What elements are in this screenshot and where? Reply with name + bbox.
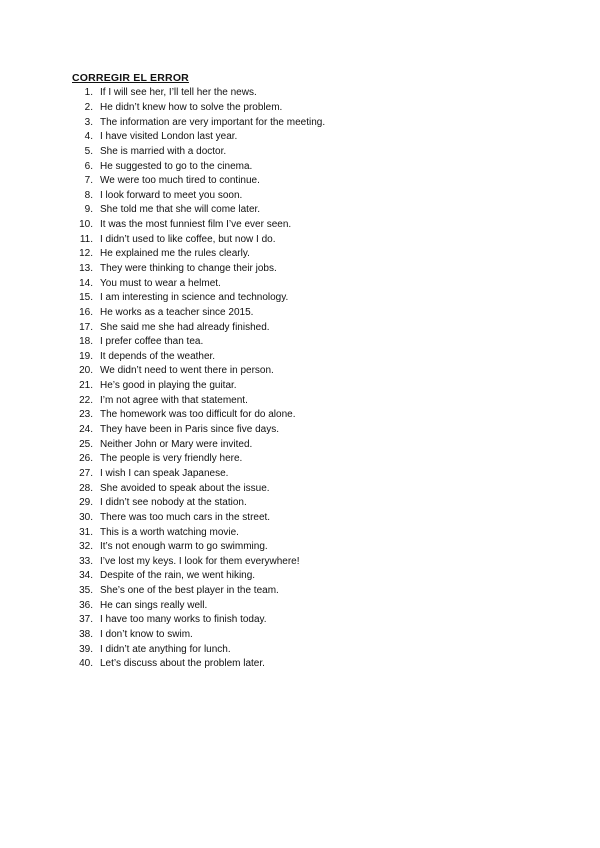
item-number: 32. (79, 541, 93, 553)
item-sentence: I didn’t see nobody at the station. (100, 497, 247, 509)
list-item (72, 335, 552, 350)
item-sentence: She is married with a doctor. (100, 145, 227, 157)
item-sentence: I have visited London last year. (100, 131, 238, 143)
item-sentence: We were too much tired to continue. (100, 175, 260, 187)
item-sentence: I have too many works to finish today. (100, 614, 267, 626)
item-sentence: She avoided to speak about the issue. (100, 482, 270, 494)
item-number: 14. (79, 277, 93, 289)
item-number: 29. (79, 497, 93, 509)
item-sentence: He’s good in playing the guitar. (100, 380, 237, 392)
item-number: 37. (79, 614, 93, 626)
list-item (72, 657, 552, 672)
list-item (72, 276, 552, 291)
list-item (72, 613, 552, 628)
list-item (72, 408, 552, 423)
list-item (72, 350, 552, 365)
list-item (72, 379, 552, 394)
list-item (72, 247, 552, 262)
list-item (72, 393, 552, 408)
item-sentence: He can sings really well. (100, 599, 208, 611)
item-sentence: He didn’t knew how to solve the problem. (100, 101, 283, 113)
list-item (72, 540, 552, 555)
list-item (72, 232, 552, 247)
item-number: 23. (79, 409, 93, 421)
item-sentence: We didn’t need to went there in person. (100, 365, 274, 377)
list-item (72, 511, 552, 526)
item-number: 17. (79, 321, 93, 333)
item-number: 16. (79, 306, 93, 318)
list-item (72, 437, 552, 452)
list-item (72, 306, 552, 321)
item-sentence: He suggested to go to the cinema. (100, 160, 253, 172)
item-number: 39. (79, 643, 93, 655)
item-sentence: It depends of the weather. (100, 350, 216, 362)
list-item (72, 555, 552, 570)
list-item (72, 569, 552, 584)
item-sentence: He works as a teacher since 2015. (100, 306, 254, 318)
list-item (72, 86, 552, 101)
item-number: 24. (79, 424, 93, 436)
item-sentence: Despite of the rain, we went hiking. (100, 570, 256, 582)
item-number: 13. (79, 263, 93, 274)
list-item (72, 598, 552, 613)
list-item (72, 291, 552, 306)
item-number: 28. (79, 482, 93, 494)
item-sentence: I’ve lost my keys. I look for them everywhere! (100, 555, 300, 567)
item-sentence: He explained me the rules clearly. (100, 248, 250, 260)
item-sentence: It was the most funniest film I’ve ever seen. (100, 219, 292, 231)
item-sentence: Let’s discuss about the problem later. (100, 658, 265, 670)
item-sentence: She told me that she will come later. (100, 204, 261, 216)
list-item (72, 218, 552, 233)
item-number: 40. (79, 658, 93, 670)
list-item (72, 188, 552, 203)
item-number: 7. (84, 175, 93, 187)
item-number: 8. (84, 189, 93, 201)
list-item (72, 145, 552, 160)
list-item (72, 525, 552, 540)
list-item (72, 262, 552, 277)
item-number: 3. (84, 116, 93, 128)
item-number: 33. (79, 555, 93, 567)
list-item (72, 364, 552, 379)
item-sentence: I’m not agree with that statement. (100, 394, 248, 406)
item-number: 27. (79, 467, 93, 479)
item-number: 19. (79, 350, 93, 362)
list-item (72, 115, 552, 130)
item-sentence: I prefer coffee than tea. (100, 336, 204, 348)
item-number: 15. (79, 292, 93, 304)
item-number: 6. (84, 160, 93, 172)
item-number: 31. (79, 526, 93, 538)
list-item (72, 203, 552, 218)
item-number: 36. (79, 599, 93, 611)
item-number: 18. (79, 336, 93, 348)
item-sentence: They have been in Paris since five days. (100, 424, 279, 436)
exercise-list (72, 86, 552, 672)
item-sentence: You must to wear a helmet. (100, 277, 221, 289)
item-number: 2. (84, 101, 93, 113)
item-sentence: I don’t know to swim. (100, 629, 193, 641)
list-item (72, 130, 552, 145)
item-number: 30. (79, 511, 93, 523)
list-item (72, 467, 552, 482)
item-number: 34. (79, 570, 93, 582)
item-sentence: There was too much cars in the street. (100, 511, 271, 523)
list-item (72, 320, 552, 335)
list-item (72, 101, 552, 116)
list-item (72, 642, 552, 657)
list-item (72, 174, 552, 189)
page-title: CORREGIR EL ERROR (72, 72, 189, 84)
item-sentence: I wish I can speak Japanese. (100, 467, 229, 479)
item-number: 21. (79, 380, 93, 392)
item-sentence: They were thinking to change their jobs. (100, 263, 277, 274)
item-sentence: She’s one of the best player in the team. (100, 585, 279, 597)
item-sentence: This is a worth watching movie. (100, 526, 239, 538)
item-sentence: I am interesting in science and technology. (100, 292, 289, 304)
item-sentence: If I will see her, I’ll tell her the news. (100, 87, 257, 99)
item-sentence: Neither John or Mary were invited. (100, 438, 253, 450)
list-item (72, 159, 552, 174)
item-sentence: The people is very friendly here. (100, 453, 243, 465)
list-item (72, 452, 552, 467)
item-number: 9. (84, 204, 93, 216)
item-number: 4. (84, 131, 93, 143)
list-item (72, 496, 552, 511)
list-item (72, 584, 552, 599)
item-sentence: The homework was too difficult for do alone. (100, 409, 296, 421)
item-number: 22. (79, 394, 93, 406)
item-sentence: I didn’t ate anything for lunch. (100, 643, 231, 655)
item-number: 38. (79, 629, 93, 641)
item-sentence: She said me she had already finished. (100, 321, 270, 333)
item-number: 1. (84, 87, 93, 99)
item-number: 35. (79, 585, 93, 597)
item-number: 26. (79, 453, 93, 465)
item-number: 25. (79, 438, 93, 450)
item-number: 20. (79, 365, 93, 377)
item-sentence: It’s not enough warm to go swimming. (100, 541, 268, 553)
item-sentence: I look forward to meet you soon. (100, 189, 243, 201)
item-number: 12. (79, 248, 93, 260)
list-item (72, 628, 552, 643)
item-sentence: The information are very important for the meeting. (100, 116, 326, 128)
list-item (72, 423, 552, 438)
item-number: 10. (79, 219, 93, 231)
item-sentence: I didn’t used to like coffee, but now I do. (100, 233, 276, 245)
item-number: 5. (84, 145, 93, 157)
list-item (72, 481, 552, 496)
item-number: 11. (79, 233, 93, 245)
